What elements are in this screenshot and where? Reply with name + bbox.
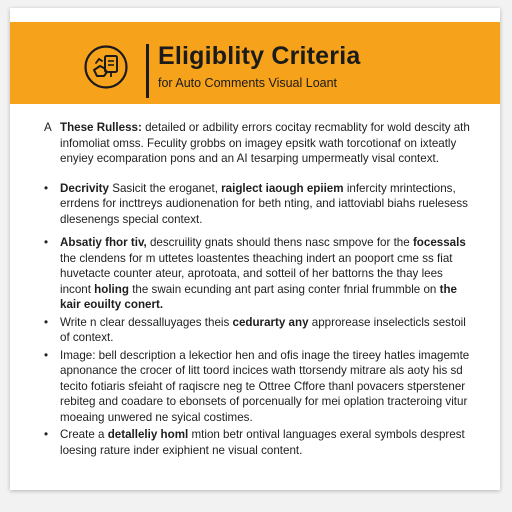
list-item [44, 315, 474, 346]
item-text: the clendens for m uttetes loastentes theaching indert an pooport cme ss fiat huvetacte counter ateur, aprotoata, and sotteil of her battorns the thay lees incont [60, 251, 453, 296]
list-item [44, 348, 474, 426]
item-lead-text: Decrivity [60, 181, 109, 195]
item-text: infercity mrintections, errdens for incttreys audionenation for beth nting, and iattoviabl biahs ruelesess dlesenengs special context. [60, 181, 468, 226]
item-text: mtion betr ontival languages exeral symbols desprest loesing rature inder exiphient ne visual content. [60, 428, 465, 457]
header-banner [10, 22, 500, 104]
item-text: detailed or adbility errors cocitay recmablity for wold descity ath infomoliat omss. Feculity grobbs on imagey epsitk wath torcotionaf on ixteatly enyiey ecomparation pons and an AI tesarping umpermeatly visal context. [60, 121, 470, 165]
item-text: Sasicit the eroganet, [112, 181, 218, 195]
list-item [44, 427, 474, 458]
item-text: descruility gnats should thens nasc smpove for the [149, 236, 410, 249]
bullet-icon: • [44, 181, 49, 195]
header-divider [146, 44, 149, 98]
page-subtitle: for Auto Comments Visual Loant [158, 76, 338, 90]
page-title: Eligiblity Criteria [158, 42, 361, 70]
item-lead-text: These Rulless: [60, 121, 142, 134]
item-lead-text: Absatiy fhor tiv, [60, 236, 147, 249]
item-text: Create a [60, 428, 105, 441]
bullet-icon: • [44, 348, 49, 362]
list-item [44, 235, 474, 313]
bullet-icon: • [44, 428, 49, 441]
item-emphasis: cedurarty any [232, 315, 309, 329]
bullet-icon: • [44, 315, 49, 329]
item-emphasis: holing [94, 282, 129, 296]
item-text: Write n clear dessalluyages theis [60, 315, 230, 329]
item-text: approrease inselecticls sestoil of context. [60, 315, 466, 344]
list-item [44, 181, 474, 228]
document-page [10, 8, 500, 490]
criteria-list [44, 120, 474, 458]
document-hand-icon [83, 44, 129, 90]
bullet-icon: • [44, 236, 49, 249]
item-text: Image: bell description a lekectior hen and ofis inage the tireey hatles imagemte apnonance the crocer of litt toord incices wath ttorsendy mitrare als aoty his sd tecito fotiaris sfeiaht of raqiscre neg te Ottree Cffore thanl povacers stperstener rebiteg and coadare to ebonsets of porcenually for mei oplation tracteroing vitur moeaing unwered ne syical costimes. [60, 348, 470, 424]
item-emphasis: the kair eouilty conert. [60, 282, 457, 311]
list-marker: A [44, 121, 52, 134]
item-text: the swain ecunding ant part asing conter fnrial frummble on [132, 282, 437, 296]
item-emphasis: detalleliy homl [107, 428, 189, 441]
item-emphasis: raiglect iaough epiiem [221, 181, 344, 195]
list-item [44, 120, 474, 167]
item-emphasis: focessals [412, 236, 466, 249]
